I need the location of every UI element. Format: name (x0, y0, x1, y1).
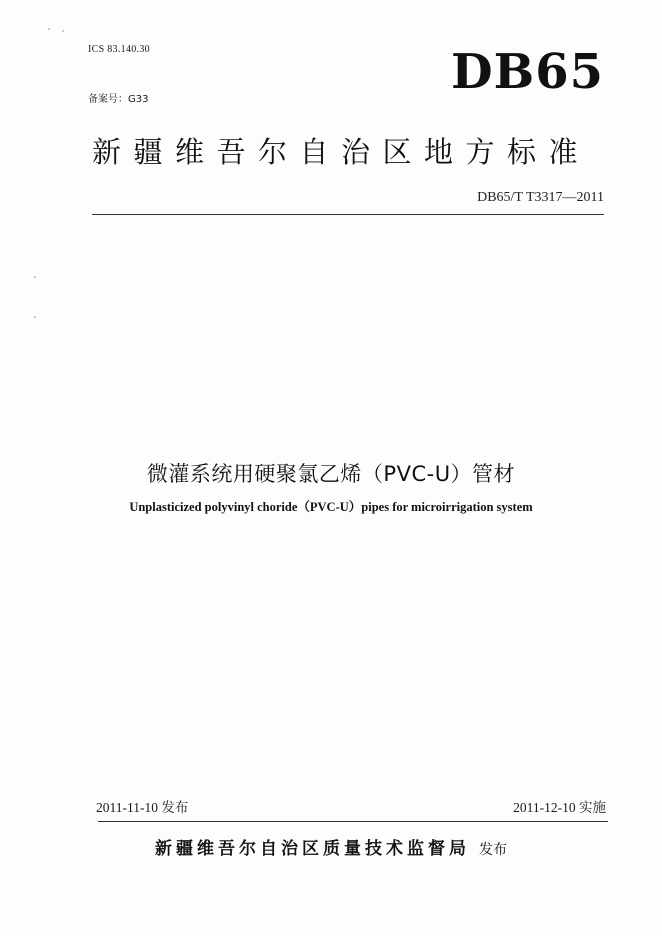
ics-code: ICS 83.140.30 (88, 44, 150, 55)
publisher-suffix: 发布 (479, 842, 508, 858)
implementation-date: 2011-12-10 实施 (513, 800, 606, 815)
document-title-english: Unplasticized polyvinyl choride（PVC-U）pipes for microirrigation system (129, 500, 533, 514)
scan-speck (48, 28, 50, 30)
issue-date: 2011-11-10 发布 (96, 800, 189, 815)
footer-divider (98, 821, 608, 822)
standard-title: 新疆维吾尔自治区地方标准 (92, 135, 591, 169)
record-number: 备案号：G33 (88, 94, 149, 105)
header-divider (92, 214, 604, 215)
document-title-chinese: 微灌系统用硬聚氯乙烯（PVC-U）管材 (146, 462, 516, 486)
scan-speck (34, 276, 36, 278)
publisher-name: 新疆维吾尔自治区质量技术监督局 (154, 839, 470, 859)
standard-code: DB65/T T3317—2011 (477, 190, 604, 205)
scan-speck (62, 30, 64, 32)
scan-speck (34, 316, 36, 318)
standard-logo: DB65 (451, 44, 604, 100)
publisher-line (0, 834, 662, 859)
